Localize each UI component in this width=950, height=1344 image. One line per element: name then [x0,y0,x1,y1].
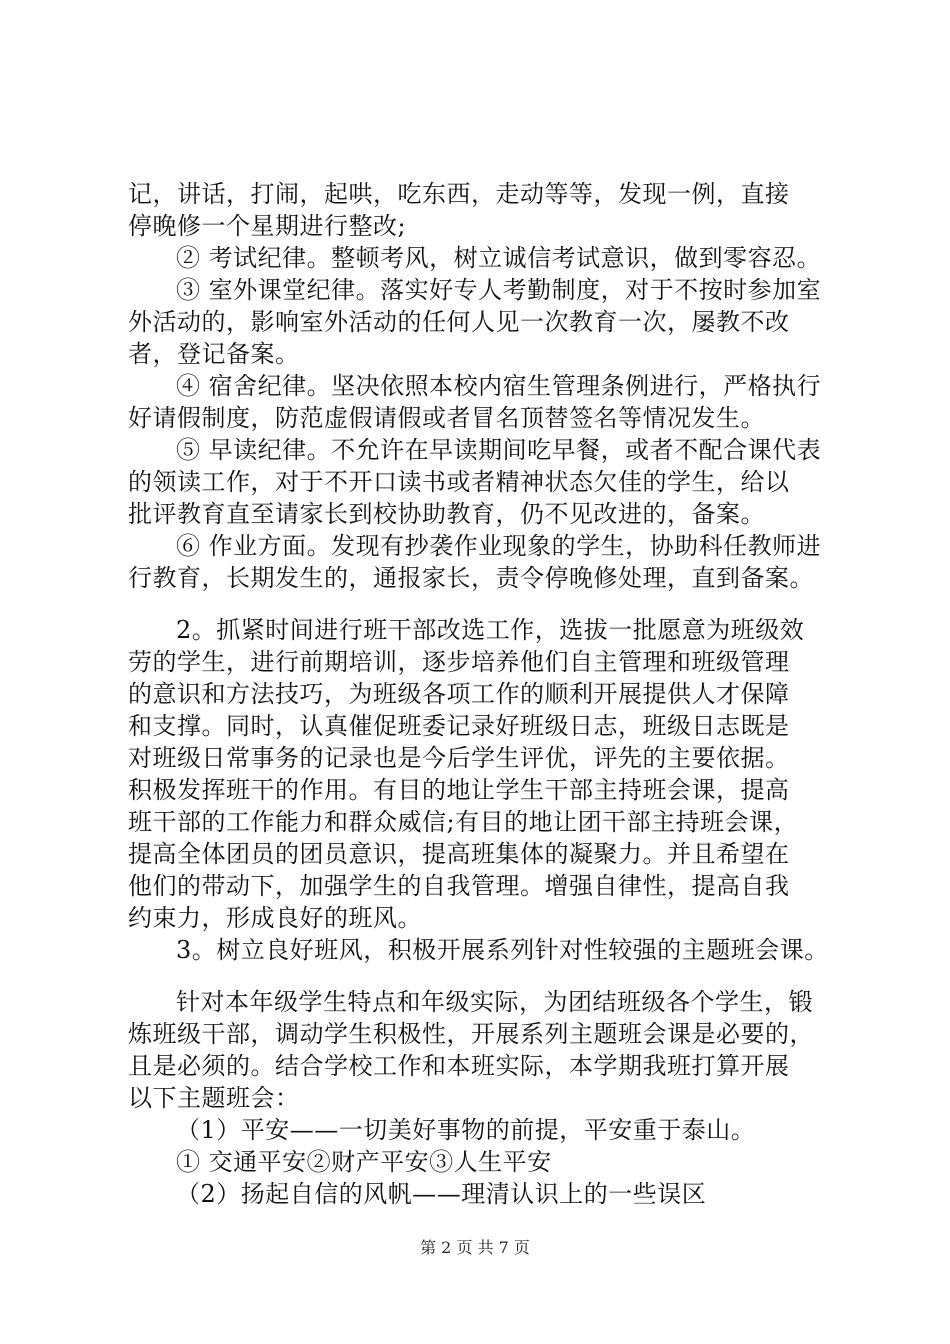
text-line: 好请假制度，防范虚假请假或者冒名顶替签名等情况发生。 [128,404,765,432]
text-line: 针对本年级学生特点和年级实际，为团结班级各个学生，锻 [176,988,813,1016]
text-line: 提高全体团员的团员意识，提高班集体的凝聚力。并且希望在 [128,840,790,868]
text-line: 且是必须的。结合学校工作和本班实际，本学期我班打算开展 [128,1052,790,1080]
text-line: 他们的带动下，加强学生的自我管理。增强自律性，提高自我 [128,872,790,900]
text-line: ② 考试纪律。整顿考风，树立诚信考试意识，做到零容忍。 [176,244,822,272]
text-line: 批评教育直至请家长到校协助教育，仍不见改进的，备案。 [128,500,765,528]
text-line: 行教育，长期发生的，通报家长，责令停晚修处理，直到备案。 [128,564,814,592]
text-line: 停晚修一个星期进行整改; [128,212,407,240]
text-line: 记，讲话，打闹，起哄，吃东西，走动等等，发现一例，直接 [128,180,790,208]
text-line: 约束力，形成良好的班风。 [128,904,422,932]
page-number-footer: 第 2 页 共 7 页 [420,1238,530,1257]
text-line: ④ 宿舍纪律。坚决依照本校内宿生管理条例进行，严格执行 [176,372,822,400]
text-line: 劳的学生，进行前期培训，逐步培养他们自主管理和班级管理 [128,648,790,676]
text-line: 的领读工作，对于不开口读书或者精神状态欠佳的学生，给以 [128,468,790,496]
text-line: ③ 室外课堂纪律。落实好专人考勤制度，对于不按时参加室 [176,276,822,304]
text-line: ⑥ 作业方面。发现有抄袭作业现象的学生，协助科任教师进 [176,532,822,560]
text-line: （1）平安——一切美好事物的前提，平安重于泰山。 [176,1116,756,1144]
text-line: 者，登记备案。 [128,340,300,368]
text-line: 3。树立良好班风，积极开展系列针对性较强的主题班会课。 [176,936,829,964]
text-line: （2）扬起自信的风帆——理清认识上的一些误区 [176,1180,707,1208]
text-line: 对班级日常事务的记录也是今后学生评优，评先的主要依据。 [128,744,790,772]
text-line: 和支撑。同时，认真催促班委记录好班级日志，班级日志既是 [128,712,790,740]
text-line: 以下主题班会： [128,1084,300,1112]
text-line: 的意识和方法技巧，为班级各项工作的顺利开展提供人才保障 [128,680,790,708]
text-line: 外活动的，影响室外活动的任何人见一次教育一次，屡教不改 [128,308,790,336]
text-line: ⑤ 早读纪律。不允许在早读期间吃早餐，或者不配合课代表 [176,436,822,464]
text-line: 2。抓紧时间进行班干部改选工作，选拔一批愿意为班级效 [176,616,805,644]
text-line: 班干部的工作能力和群众威信;有目的地让团干部主持班会课， [128,808,799,836]
text-line: 炼班级干部，调动学生积极性，开展系列主题班会课是必要的， [128,1020,814,1048]
text-line: ① 交通平安②财产平安③人生平安 [176,1148,552,1176]
text-line: 积极发挥班干的作用。有目的地让学生干部主持班会课，提高 [128,776,790,804]
